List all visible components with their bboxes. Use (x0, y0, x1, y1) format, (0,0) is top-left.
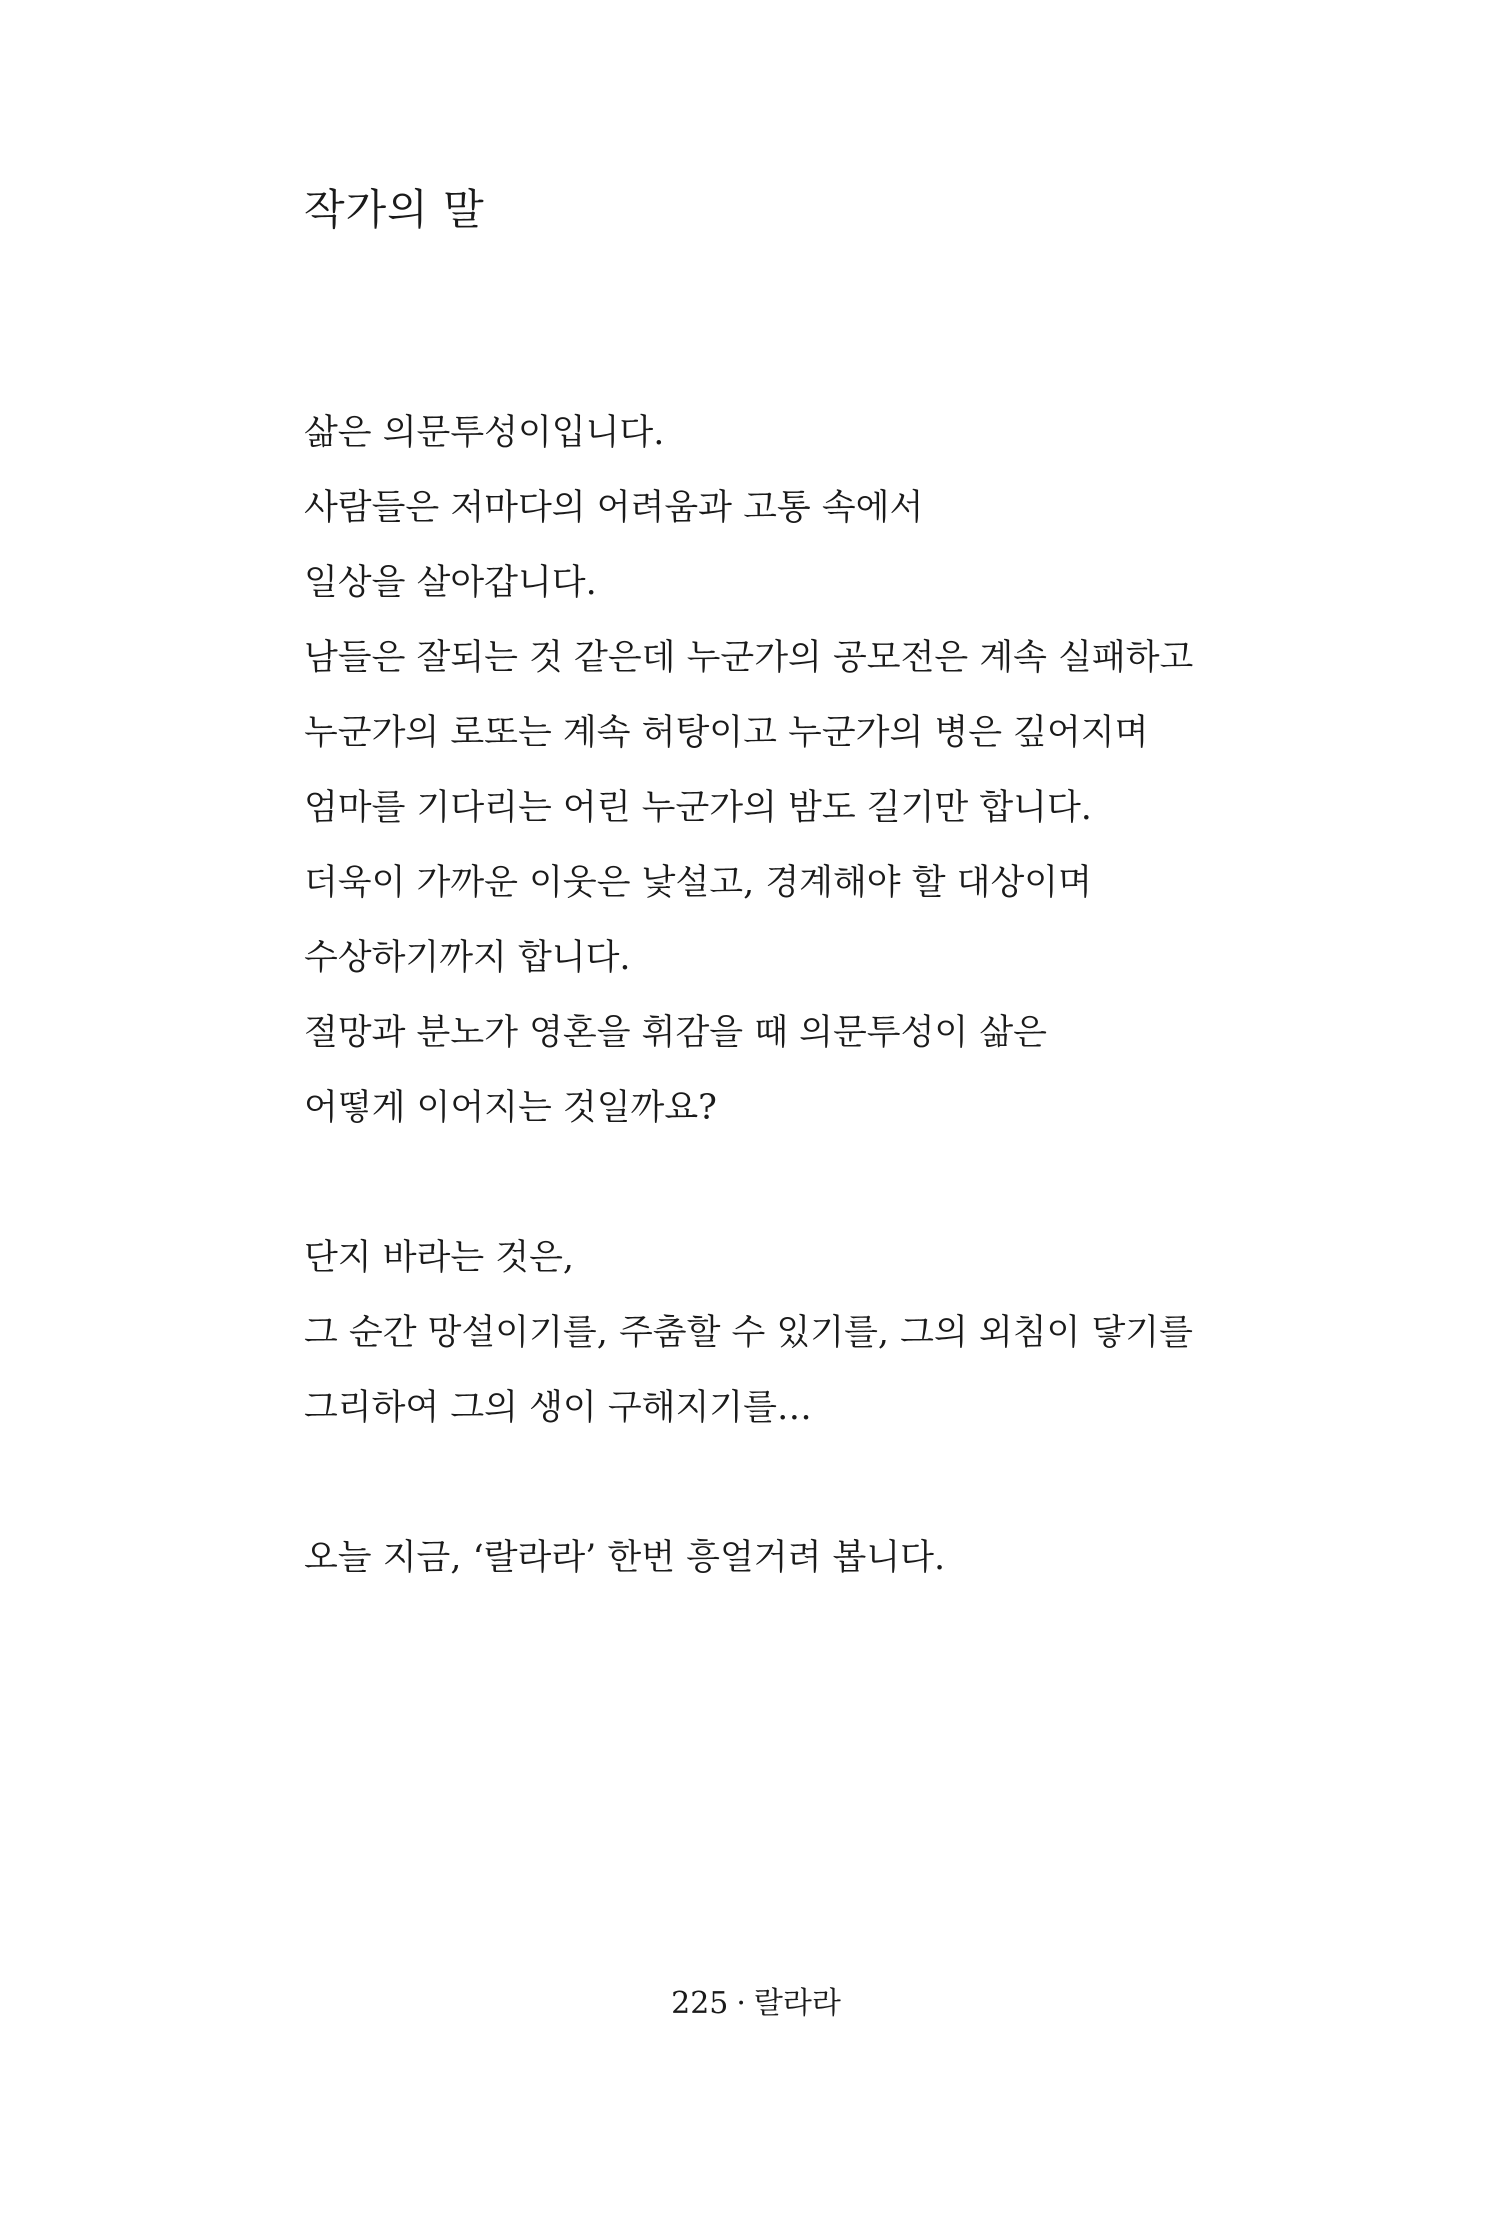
text-line: 그 순간 망설이기를, 주춤할 수 있기를, 그의 외침이 닿기를 (304, 1313, 1193, 1353)
text-line: 절망과 분노가 영혼을 휘감을 때 의문투성이 삶은 (304, 1013, 1047, 1053)
text-line: 수상하기까지 합니다. (304, 938, 631, 978)
text-line: 사람들은 저마다의 어려움과 고통 속에서 (304, 488, 924, 528)
book-title: 랄라라 (753, 1986, 841, 2021)
text-line: 단지 바라는 것은, (304, 1238, 575, 1278)
text-line: 남들은 잘되는 것 같은데 누군가의 공모전은 계속 실패하고 (304, 638, 1194, 678)
paragraph-2 (304, 1221, 1304, 1446)
text-line: 엄마를 기다리는 어린 누군가의 밤도 길기만 합니다. (304, 788, 1092, 828)
text-line: 어떻게 이어지는 것일까요? (304, 1088, 717, 1128)
text-line: 삶은 의문투성이입니다. (304, 413, 665, 453)
body-text (304, 396, 1304, 1596)
text-line: 일상을 살아갑니다. (304, 563, 597, 603)
page-footer (0, 1984, 1512, 2024)
text-line: 누군가의 로또는 계속 허탕이고 누군가의 병은 깊어지며 (304, 713, 1149, 753)
text-line: 더욱이 가까운 이웃은 낯설고, 경계해야 할 대상이며 (304, 863, 1092, 903)
text-line: 그리하여 그의 생이 구해지기를… (304, 1388, 812, 1428)
page-number: 225 (671, 1986, 729, 2021)
paragraph-1 (304, 396, 1304, 1146)
paragraph-3 (304, 1521, 1304, 1596)
footer-separator: · (736, 1986, 746, 2021)
page-title: 작가의 말 (304, 185, 485, 234)
text-line: 오늘 지금, ‘랄라라’ 한번 흥얼거려 봅니다. (304, 1538, 946, 1578)
